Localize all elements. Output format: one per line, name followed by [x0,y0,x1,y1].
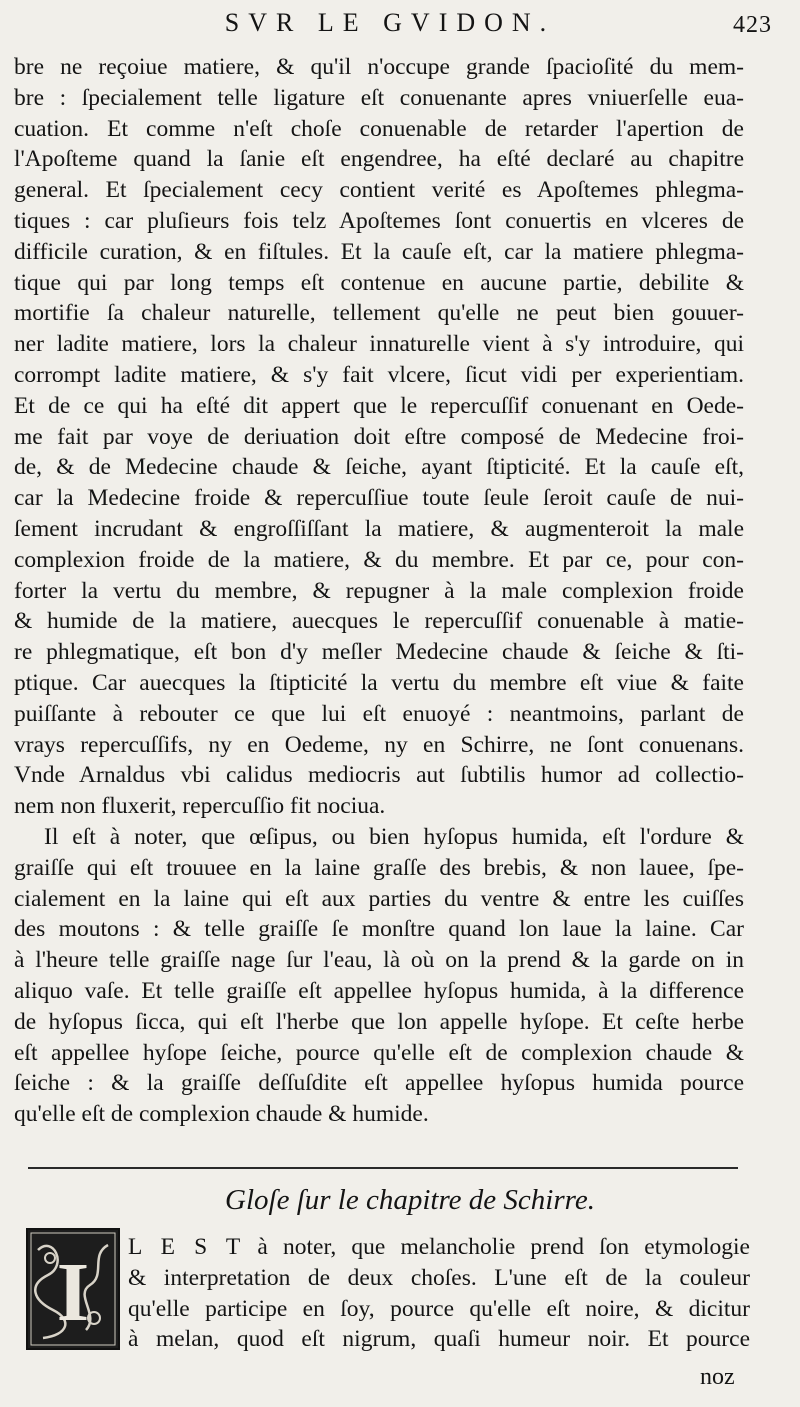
text-line: qu'elle eſt de complexion chaude & humide. [14,1101,429,1128]
text-line: cialement en la laine qui eſt aux parties du ventre & entre les cuiſſes [14,885,744,912]
text-line: & humide de la matiere, auecques le repercuſſif conuenable à matie- [14,608,744,635]
text-line: l'Apoſteme quand la ſanie eſt engendree, ha eſté declaré au chapitre [14,146,744,173]
gloss-text-block [128,1232,750,1355]
text-line: forter la vertu du membre, & repugner à la male complexion froide [14,577,744,604]
main-text-block [14,52,744,1130]
text-line: graiſſe qui eſt trouuee en la laine graſſe des brebis, & non lauee, ſpe- [14,854,744,881]
page-number: 423 [733,12,772,38]
text-line: bre : ſpecialement telle ligature eſt conuenante apres vniuerſelle eua- [14,84,744,111]
text-line: bre ne reçoiue matiere, & qu'il n'occupe grande ſpacioſité du mem- [14,54,744,80]
text-line: re phlegmatique, eſt bon d'y meſler Medecine chaude & ſeiche & ſti- [14,639,744,666]
text-line: cuation. Et comme n'eſt choſe conuenable de retarder l'apertion de [14,115,744,142]
section-divider [28,1167,738,1169]
text-line: car la Medecine froide & repercuſſiue toute ſeule ſeroit cauſe de nui- [14,485,744,512]
text-line: à melan, quod eſt nigrum, quaſi humeur noir. Et pource [128,1326,750,1353]
text-line: de hyſopus ſicca, qui eſt l'herbe que lon appelle hyſope. Et ceſte herbe [14,1008,744,1035]
text-line: aliquo vaſe. Et telle graiſſe eſt appellee hyſopus humida, à la difference [14,977,744,1004]
text-line: tiques : car pluſieurs fois telz Apoſtemes ſont conuertis en vlceres de [14,207,744,234]
text-line: à noter, que melancholie prend ſon etymologie [242,1234,750,1260]
decorated-initial [26,1228,120,1350]
text-line: à l'heure telle graiſſe nage ſur l'eau, là où on la prend & la garde on in [14,947,744,974]
text-line: ner ladite matiere, lors la chaleur innaturelle vient à s'y introduire, qui [14,331,744,358]
text-line: mortifie ſa chaleur naturelle, tellement qu'elle ne peut bien gouuer- [14,300,744,327]
text-line: difficile curation, & en fiſtules. Et la cauſe eſt, car la matiere phlegma- [14,238,744,265]
text-line: me fait par voye de deriuation doit eſtre composé de Medecine froi- [14,423,744,450]
text-line: ptique. Car auecques la ſtipticité la vertu du membre eſt viue & faite [14,669,744,696]
text-line: corrompt ladite matiere, & s'y fait vlcere, ſicut vidi per experientiam. [14,361,744,388]
gloss-heading: Gloſe ſur le chapitre de Schirre. [225,1184,595,1216]
text-line: Vnde Arnaldus vbi calidus mediocris aut ſubtilis humor ad collectio- [14,762,744,789]
text-line: Il eſt à noter, que œſipus, ou bien hyſopus humida, eſt l'ordure & [44,823,744,850]
text-line: vrays repercuſſifs, ny en Oedeme, ny en Schirre, ne ſont conuenans. [14,731,744,758]
text-line: general. Et ſpecialement cecy contient verité es Apoſtemes phlegma- [14,177,744,204]
gloss-opening-words: L E S T [128,1234,243,1260]
running-head: SVR LE GVIDON. [224,8,556,37]
text-line: Et de ce qui ha eſté dit appert que le repercuſſif conuenant en Oede- [14,392,744,419]
text-line: qu'elle participe en ſoy, pource qu'elle eſt noire, & dicitur [128,1295,750,1322]
text-line: eſt appellee hyſope ſeiche, pource qu'elle eſt de complexion chaude & [14,1039,744,1066]
text-line: tique qui par long temps eſt contenue en aucune partie, debilite & [14,269,744,296]
text-line: complexion froide de la matiere, & du membre. Et par ce, pour con- [14,546,744,573]
ornament-initial-icon [28,1230,118,1348]
text-line: ſeiche : & la graiſſe deſſuſdite eſt appellee hyſopus humida pource [14,1070,744,1097]
text-line: ſement incrudant & engroſſiſſant la matiere, & augmenteroit la male [14,515,744,542]
initial-letter: I [56,1246,90,1339]
text-line: nem non fluxerit, repercuſſio fit nociua. [14,793,386,820]
text-line: puiſſante à rebouter ce que lui eſt enuoyé : neantmoins, parlant de [14,700,744,727]
catchword: noz [700,1364,735,1390]
text-line: de, & de Medecine chaude & ſeiche, ayant ſtipticité. Et la cauſe eſt, [14,454,744,481]
text-line: & interpretation de deux choſes. L'une eſt de la couleur [128,1264,750,1291]
text-line: des moutons : & telle graiſſe ſe monſtre quand lon laue la laine. Car [14,916,744,943]
